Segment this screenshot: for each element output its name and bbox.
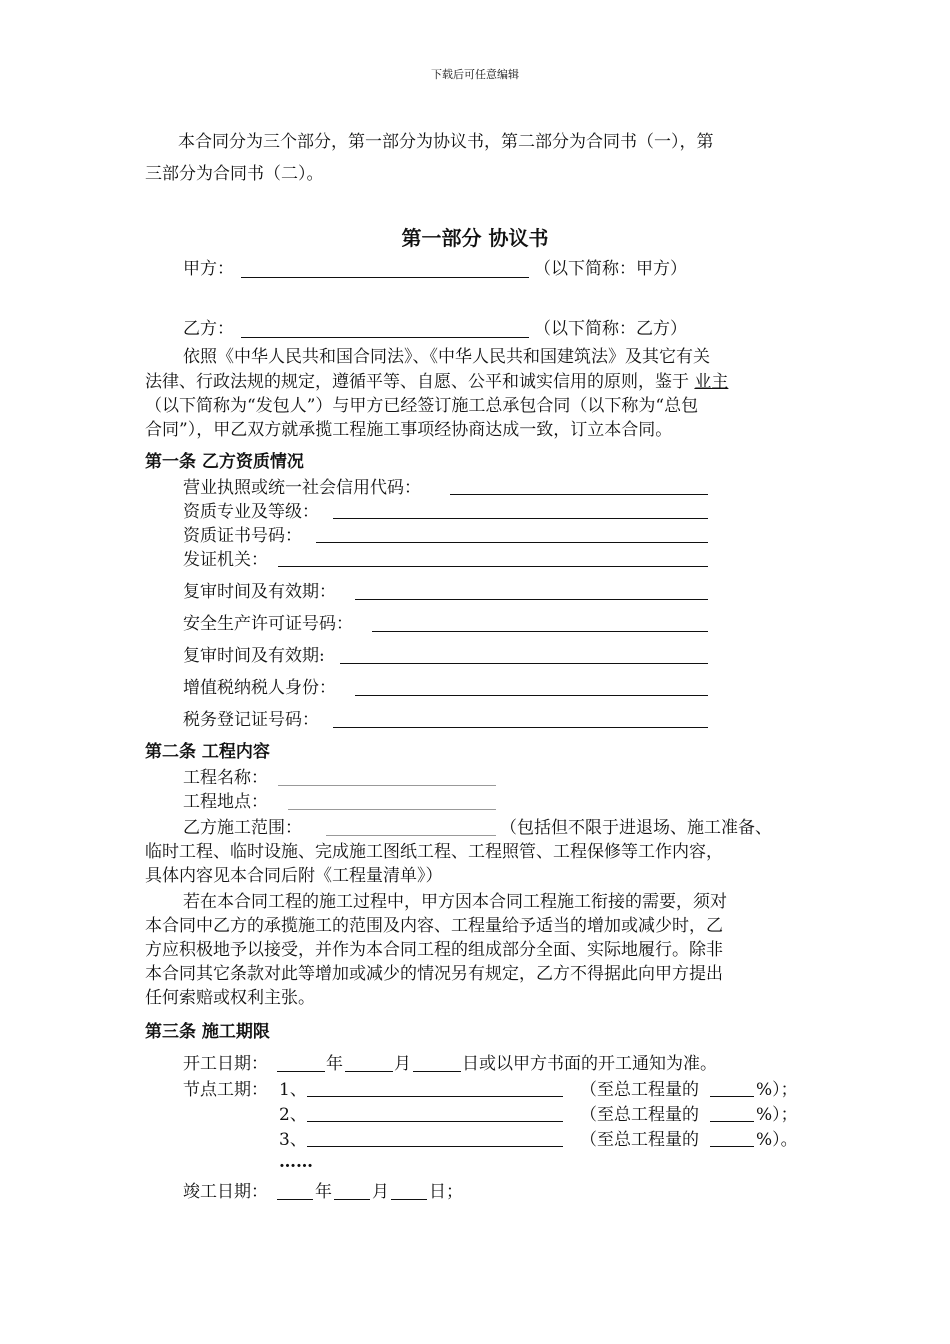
start-month-blank[interactable] [345, 1071, 393, 1072]
node-1-number: 1、 [279, 1080, 307, 1100]
scope-line-3: 具体内容见本合同后附《工程量清单》） [145, 866, 443, 886]
field-qualification-grade-blank[interactable] [333, 518, 708, 519]
field-tax-registration: 税务登记证号码： [183, 710, 319, 730]
intro-line-2: 三部分为合同书（二）。 [145, 164, 324, 184]
preamble-line-2a: 法律、行政法规的规定，遵循平等、自愿、公平和诚实信用的原则，鉴于 [145, 372, 689, 392]
field-license-code-blank[interactable] [450, 494, 708, 495]
preamble-line-4: 合同”），甲乙双方就承揽工程施工事项经协商达成一致，订立本合同。 [145, 420, 673, 440]
party-b-suffix: （以下简称：乙方） [534, 319, 687, 339]
completion-month-unit: 月 [372, 1182, 389, 1202]
start-date-label: 开工日期： [183, 1054, 268, 1074]
field-review-validity-2-blank[interactable] [340, 663, 708, 664]
party-a-suffix: （以下简称：甲方） [534, 259, 687, 279]
scope-line-2: 临时工程、临时设施、完成施工图纸工程、工程照管、工程保修等工作内容， [145, 842, 723, 862]
field-tax-registration-blank[interactable] [333, 727, 708, 728]
field-review-validity-1: 复审时间及有效期： [183, 582, 336, 602]
preamble-line-2 [145, 370, 728, 394]
page-header: 下载后可任意编辑 [431, 68, 519, 81]
node-3-percent-blank[interactable] [710, 1146, 754, 1147]
party-a-blank[interactable] [241, 277, 529, 278]
change-para-line-4: 本合同其它条款对此等增加或减少的情况另有规定，乙方不得据此向甲方提出 [145, 964, 723, 984]
node-2-percent-end: %）； [756, 1105, 798, 1125]
field-safety-permit: 安全生产许可证号码： [183, 614, 353, 634]
node-1-percent-end: %）； [756, 1080, 798, 1100]
completion-date-tail: 日； [429, 1182, 463, 1202]
node-2-percent-label: （至总工程量的 [580, 1105, 699, 1125]
field-issuing-authority-blank[interactable] [278, 566, 708, 567]
field-qualification-grade: 资质专业及等级： [183, 502, 319, 522]
field-certificate-no-blank[interactable] [316, 542, 708, 543]
scope-label: 乙方施工范围： [183, 818, 302, 838]
field-issuing-authority: 发证机关： [183, 550, 268, 570]
completion-year-blank[interactable] [277, 1199, 313, 1200]
node-1-blank[interactable] [307, 1096, 563, 1097]
change-para-line-3: 方应积极地予以接受，并作为本合同工程的组成部分全面、实际地履行。除非 [145, 940, 723, 960]
change-para-line-1: 若在本合同工程的施工过程中，甲方因本合同工程施工衔接的需要，须对 [183, 892, 727, 912]
intro-line-1: 本合同分为三个部分，第一部分为协议书，第二部分为合同书（一），第 [178, 132, 714, 152]
node-3-percent-end: %）。 [756, 1130, 798, 1150]
change-para-line-2: 本合同中乙方的承揽施工的范围及内容、工程量给予适当的增加或减少时，乙 [145, 916, 723, 936]
project-location-blank[interactable] [288, 809, 496, 810]
start-date-tail: 日或以甲方书面的开工通知为准。 [462, 1054, 717, 1074]
node-ellipsis: …… [279, 1152, 313, 1172]
start-year-unit: 年 [326, 1054, 343, 1074]
scope-blank[interactable] [326, 835, 496, 836]
completion-month-blank[interactable] [334, 1199, 370, 1200]
change-para-line-5: 任何索赔或权利主张。 [145, 988, 315, 1008]
node-3-percent-label: （至总工程量的 [580, 1130, 699, 1150]
project-name-blank[interactable] [278, 785, 496, 786]
completion-date-label: 竣工日期： [183, 1182, 268, 1202]
field-safety-permit-blank[interactable] [372, 631, 708, 632]
field-license-code: 营业执照或统一社会信用代码： [183, 478, 421, 498]
article-3-heading: 第三条 施工期限 [145, 1022, 270, 1042]
start-day-blank[interactable] [413, 1071, 461, 1072]
party-b-blank[interactable] [241, 337, 529, 338]
field-vat-status: 增值税纳税人身份： [183, 678, 336, 698]
completion-day-blank[interactable] [391, 1199, 427, 1200]
section-title: 第一部分 协议书 [401, 226, 549, 250]
preamble-line-3: （以下简称为“发包人”）与甲方已经签订施工总承包合同（以下称为“总包 [145, 396, 699, 416]
node-1-percent-label: （至总工程量的 [580, 1080, 699, 1100]
node-3-blank[interactable] [307, 1146, 563, 1147]
party-a-label: 甲方： [183, 259, 234, 279]
scope-line-1: （包括但不限于进退场、施工准备、 [500, 818, 772, 838]
start-month-unit: 月 [394, 1054, 411, 1074]
field-certificate-no: 资质证书号码： [183, 526, 302, 546]
field-vat-status-blank[interactable] [355, 695, 708, 696]
node-2-blank[interactable] [307, 1121, 563, 1122]
project-location-label: 工程地点： [183, 792, 268, 812]
node-2-number: 2、 [279, 1105, 307, 1125]
node-2-percent-blank[interactable] [710, 1121, 754, 1122]
node-1-percent-blank[interactable] [710, 1096, 754, 1097]
party-b-label: 乙方： [183, 319, 234, 339]
node-period-label: 节点工期： [183, 1080, 268, 1100]
employer-term: 业主 [694, 372, 729, 392]
field-review-validity-1-blank[interactable] [355, 599, 708, 600]
field-review-validity-2: 复审时间及有效期: [183, 646, 325, 666]
node-3-number: 3、 [279, 1130, 307, 1150]
start-year-blank[interactable] [277, 1071, 325, 1072]
article-2-heading: 第二条 工程内容 [145, 742, 270, 762]
preamble-line-1: 依照《中华人民共和国合同法》、《中华人民共和国建筑法》及其它有关 [183, 347, 710, 367]
article-1-heading: 第一条 乙方资质情况 [145, 452, 304, 472]
completion-year-unit: 年 [315, 1182, 332, 1202]
project-name-label: 工程名称： [183, 768, 268, 788]
